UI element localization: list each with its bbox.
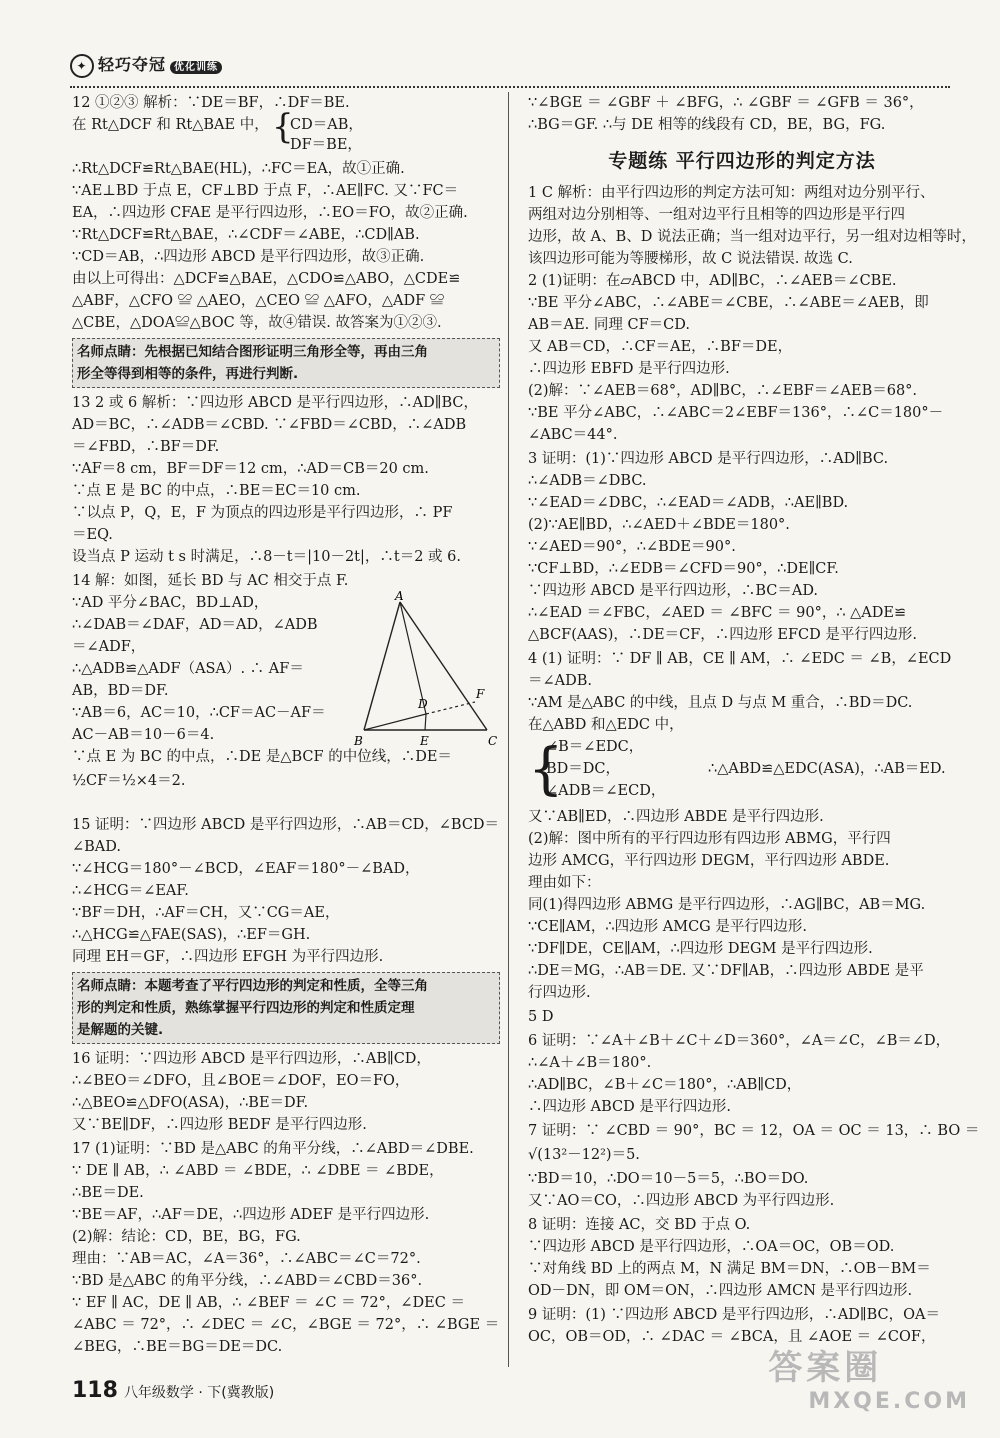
label-d: D bbox=[418, 697, 428, 711]
answer-line: ∵四边形 ABCD 是平行四边形，∴BC＝AD. bbox=[528, 583, 819, 599]
q16-line: ∴∠BEO＝∠DFO，且∠BOE＝∠DOF，EO＝FO， bbox=[72, 1073, 410, 1089]
label-c: C bbox=[488, 734, 498, 748]
brand-emblem-icon: ✦ bbox=[70, 54, 94, 78]
q15-line: 同理 EH＝GF，∴四边形 EFGH 为平行四边形. bbox=[72, 949, 384, 965]
answer-line: 在△ABD 和△EDC 中， bbox=[528, 717, 684, 733]
q14-line: ∵AD 平分∠BAC，BD⊥AD， bbox=[72, 595, 269, 611]
page-number: 118 bbox=[72, 1378, 118, 1403]
q4-system-line: BD＝DC， bbox=[546, 761, 621, 777]
answer-line: ∴∠A＋∠B＝180°. bbox=[528, 1055, 652, 1071]
answer-line: (2)∵AE∥BD，∴∠AED＋∠BDE＝180°. bbox=[528, 517, 790, 533]
answer-line: 两组对边分别相等、一组对边平行且相等的四边形是平行四 bbox=[528, 207, 905, 223]
q15-line: ∵∠HCG＝180°－∠BCD，∠EAF＝180°－∠BAD， bbox=[72, 861, 420, 877]
segment-bd bbox=[364, 714, 426, 730]
book-title: 八年级数学 · 下(冀教版) bbox=[123, 1385, 275, 1401]
q13-line: 设当点 P 运动 t s 时满足，∴8－t＝|10－2t|，∴t＝2 或 6. bbox=[72, 549, 461, 565]
q13-line: ∵点 E 是 BC 的中点，∴BE＝EC＝10 cm. bbox=[72, 483, 361, 499]
q17-line: ∵BE＝AF，∴AF＝DE，∴四边形 ADEF 是平行四边形. bbox=[72, 1207, 430, 1223]
answer-line: 2 (1)证明：在▱ABCD 中，AD∥BC，∴∠AEB＝∠CBE. bbox=[528, 273, 897, 289]
q12-line: ∵AE⊥BD 于点 E，CF⊥BD 于点 F，∴AE∥FC. 又∵FC＝ bbox=[72, 183, 459, 199]
answer-line: 又 AB＝CD，∴CF＝AE，∴BF＝DE， bbox=[528, 339, 793, 355]
answer-line: △BCF(AAS)，∴DE＝CF，∴四边形 EFCD 是平行四边形. bbox=[528, 627, 917, 643]
answer-line: ∠ABC＝44°. bbox=[528, 427, 618, 443]
q13-line: AD＝BC，∴∠ADB＝∠CBD. ∵∠FBD＝∠CBD，∴∠ADB bbox=[72, 417, 467, 433]
q12-line: ∴Rt△DCF≌Rt△BAE(HL)，∴FC＝EA，故①正确. bbox=[72, 161, 405, 177]
answer-line: √(13²－12²)＝5. bbox=[528, 1147, 640, 1163]
answer-line: ∴四边形 ABCD 是平行四边形. bbox=[528, 1099, 731, 1115]
q12-line: △ABF，△CFO ≌ △AEO，△CEO ≌ △AFO，△ADF ≌ bbox=[72, 293, 445, 309]
answer-line: OC，OB＝OD，∴ ∠DAC ＝ ∠BCA，且 ∠AOE ＝ ∠COF， bbox=[528, 1329, 936, 1345]
q17-line: ∠ABC ＝ 72°，∴ ∠DEC ＝ ∠C，∠BGE ＝ 72°，∴ ∠BGE ＝ bbox=[72, 1317, 500, 1333]
q17-line: 17 (1)证明：∵BD 是△ABC 的角平分线，∴∠ABD＝∠DBE. bbox=[72, 1141, 474, 1157]
answer-line: 6 证明：∵∠A＋∠B＋∠C＋∠D＝360°，∠A＝∠C，∠B＝∠D， bbox=[528, 1033, 951, 1049]
teacher-tip-box bbox=[72, 338, 500, 388]
q4-system-conclusion: ∴△ABD≌△EDC(ASA)，∴AB＝ED. bbox=[708, 761, 946, 777]
q14-line: ∵AB＝6，AC＝10，∴CF＝AC－AF＝ bbox=[72, 705, 326, 721]
q12-line: ∵CD＝AB，∴四边形 ABCD 是平行四边形，故③正确. bbox=[72, 249, 425, 265]
q14-line: ＝∠ADF， bbox=[72, 639, 146, 655]
answer-line: ∴四边形 EBFD 是平行四边形. bbox=[528, 361, 730, 377]
q17-line: 理由：∵AB＝AC，∠A＝36°，∴∠ABC＝∠C＝72°. bbox=[72, 1251, 421, 1267]
answer-line: ＝∠ADB. bbox=[528, 673, 593, 689]
brand-logo bbox=[70, 52, 222, 78]
answer-line: ∴DE＝MG，∴AB＝DE. 又∵DF∥AB，∴四边形 ABDE 是平 bbox=[528, 963, 924, 979]
answer-line: ∵AM 是△ABC 的中线，且点 D 与点 M 重合，∴BD＝DC. bbox=[528, 695, 913, 711]
q13-line: ∵以点 P，Q，E，F 为顶点的四边形是平行四边形，∴ PF bbox=[72, 505, 453, 521]
q12-line: 在 Rt△DCF 和 Rt△BAE 中， bbox=[72, 117, 269, 133]
answer-line: 3 证明：(1)∵四边形 ABCD 是平行四边形，∴AD∥BC. bbox=[528, 451, 889, 467]
q14-line: 14 解：如图，延长 BD 与 AC 相交于点 F. bbox=[72, 573, 349, 589]
answer-line: 又∵AB∥ED，∴四边形 ABDE 是平行四边形. bbox=[528, 809, 824, 825]
answer-line: 边形，故 A、B、D 说法正确；当一组对边平行，另一组对边相等时， bbox=[528, 229, 976, 245]
q16-line: ∴△BEO≌△DFO(ASA)，∴BE＝DF. bbox=[72, 1095, 309, 1111]
q15-line: ∴∠HCG＝∠EAF. bbox=[72, 883, 189, 899]
q12-line: ∵Rt△DCF≌Rt△BAE，∴∠CDF＝∠ABE，∴CD∥AB. bbox=[72, 227, 420, 243]
q12-line: 12 ①②③ 解析：∵DE＝BF，∴DF＝BE. bbox=[72, 95, 350, 111]
answer-line: 同(1)得四边形 ABMG 是平行四边形，∴AG∥BC，AB＝MG. bbox=[528, 897, 926, 913]
q12-line: EA，∴四边形 CFAE 是平行四边形，∴EO＝FO，故②正确. bbox=[72, 205, 468, 221]
section-title: 专题练 平行四边形的判定方法 bbox=[608, 150, 876, 172]
q13-line: ＝∠FBD，∴BF＝DF. bbox=[72, 439, 220, 455]
q17-continued-line: ∴BG＝GF. ∴与 DE 相等的线段有 CD，BE，BG，FG. bbox=[528, 117, 886, 133]
page-footer bbox=[72, 1378, 274, 1403]
column-divider bbox=[508, 92, 509, 1367]
answer-line: 又∵AO＝CO，∴四边形 ABCD 为平行四边形. bbox=[528, 1193, 835, 1209]
q12-line: △CBE，△DOA≌△BOC 等，故④错误. 故答案为①②③. bbox=[72, 315, 442, 331]
answer-line: 理由如下： bbox=[528, 875, 601, 891]
segment-ab bbox=[364, 602, 400, 730]
q17-line: ∵ EF ∥ AC，DE ∥ AB，∴ ∠BEF ＝ ∠C ＝ 72°，∠DEC ＝ bbox=[72, 1295, 465, 1311]
q14-line: ∴∠DAB＝∠DAF，AD＝AD，∠ADB bbox=[72, 617, 318, 633]
answer-line: 5 D bbox=[528, 1009, 554, 1025]
q13-line: ＝EQ. bbox=[72, 527, 113, 543]
label-f: F bbox=[476, 687, 485, 701]
q15-line: 15 证明：∵四边形 ABCD 是平行四边形，∴AB＝CD，∠BCD＝ bbox=[72, 817, 500, 833]
answer-line: 7 证明：∵ ∠CBD ＝ 90°，BC ＝ 12，OA ＝ OC ＝ 13，∴ BO ＝ bbox=[528, 1123, 980, 1139]
q13-line: ∵AF＝8 cm，BF＝DF＝12 cm，∴AD＝CB＝20 cm. bbox=[72, 461, 429, 477]
q14-line: ½CF＝½×4＝2. bbox=[72, 773, 186, 789]
watermark-url: MXQE.COM bbox=[808, 1389, 970, 1414]
tip-line: 形的判定和性质，熟练掌握平行四边形的判定和性质定理 bbox=[77, 1000, 415, 1016]
answer-line: (2)解：∵∠AEB＝68°，AD∥BC，∴∠EBF＝∠AEB＝68°. bbox=[528, 383, 918, 399]
q13-line: 13 2 或 6 解析：∵四边形 ABCD 是平行四边形，∴AD∥BC， bbox=[72, 395, 478, 411]
answer-line: AB＝AE. 同理 CF＝CD. bbox=[528, 317, 690, 333]
q17-line: ∵ DE ∥ AB，∴ ∠ABD ＝ ∠BDE，∴ ∠DBE ＝ ∠BDE， bbox=[72, 1163, 444, 1179]
label-e: E bbox=[420, 734, 429, 748]
q16-line: 16 证明：∵四边形 ABCD 是平行四边形，∴AB∥CD， bbox=[72, 1051, 431, 1067]
answer-line: ∵CE∥AM，∴四边形 AMCG 是平行四边形. bbox=[528, 919, 807, 935]
q15-line: ∠BAD. bbox=[72, 839, 121, 855]
tip-line: 形全等得到相等的条件，再进行判断. bbox=[77, 366, 299, 382]
q14-line: AC－AB＝10－6＝4. bbox=[72, 727, 215, 743]
label-a: A bbox=[395, 590, 404, 603]
q17-line: ∠BEG，∴BE＝BG＝DE＝DC. bbox=[72, 1339, 283, 1355]
brand-subtitle: 优化训练 bbox=[170, 61, 222, 74]
tip-line: 名师点睛：先根据已知结合图形证明三角形全等，再由三角 bbox=[77, 344, 428, 360]
brand-name: 轻巧夺冠 bbox=[98, 55, 167, 74]
label-b: B bbox=[354, 734, 363, 748]
page-header bbox=[70, 52, 950, 78]
answer-line: 8 证明：连接 AC，交 BD 于点 O. bbox=[528, 1217, 751, 1233]
answer-line: ∵对角线 BD 上的两点 M，N 满足 BM＝DN，∴OB－BM＝ bbox=[528, 1261, 931, 1277]
answer-line: ∵BD＝10，∴DO＝10－5＝5，∴BO＝DO. bbox=[528, 1171, 809, 1187]
answer-line: ∴AD∥BC，∠B＋∠C＝180°，∴AB∥CD， bbox=[528, 1077, 802, 1093]
q14-line: ∵点 E 为 BC 的中点，∴DE 是△BCF 的中位线，∴DE＝ bbox=[72, 749, 452, 765]
tip-line: 是解题的关键. bbox=[77, 1022, 164, 1038]
answer-line: ∵四边形 ABCD 是平行四边形，∴OA＝OC，OB＝OD. bbox=[528, 1239, 895, 1255]
q15-line: ∴△HCG≌△FAE(SAS)，∴EF＝GH. bbox=[72, 927, 311, 943]
segment-df-dashed bbox=[426, 702, 475, 714]
q17-line: (2)解：结论：CD，BE，BG，FG. bbox=[72, 1229, 301, 1245]
answer-line: 4 (1) 证明：∵ DF ∥ AB，CE ∥ AM，∴ ∠EDC ＝ ∠B，∠ECD bbox=[528, 651, 952, 667]
answer-line: ∴∠ADB＝∠DBC. bbox=[528, 473, 647, 489]
answer-line: ∵CF⊥BD，∴∠EDB＝∠CFD＝90°，∴DE∥CF. bbox=[528, 561, 839, 577]
q4-system-line: ∠ADB＝∠ECD， bbox=[546, 783, 666, 799]
q17-continued-line: ∵∠BGE ＝ ∠GBF ＋ ∠BFG，∴ ∠GBF ＝ ∠GFB ＝ 36°， bbox=[528, 95, 924, 111]
answer-line: ∵∠AED＝90°，∴∠BDE＝90°. bbox=[528, 539, 736, 555]
answer-line: OD－DN，即 OM＝ON，∴四边形 AMCN 是平行四边形. bbox=[528, 1283, 913, 1299]
q12-line: 由以上可得出：△DCF≌△BAE，△CDO≌△ABO，△CDE≌ bbox=[72, 271, 461, 287]
answer-line: ∵BE 平分∠ABC，∴∠ABC＝2∠EBF＝136°，∴∠C＝180°－ bbox=[528, 405, 944, 421]
q12-system-line: DF＝BE， bbox=[290, 137, 362, 153]
q4-system-line: ∠B＝∠EDC， bbox=[546, 739, 644, 755]
q12-system-line: CD＝AB， bbox=[290, 117, 363, 133]
triangle-figure bbox=[352, 590, 502, 750]
watermark-text: 答案圈 bbox=[768, 1348, 883, 1388]
answer-line: ∵DF∥DE，CE∥AM，∴四边形 DEGM 是平行四边形. bbox=[528, 941, 873, 957]
answer-line: 9 证明：(1) ∵四边形 ABCD 是平行四边形，∴AD∥BC，OA＝ bbox=[528, 1307, 940, 1323]
q15-line: ∵BF＝DH，∴AF＝CH，又∵CG＝AE， bbox=[72, 905, 340, 921]
answer-line: 1 C 解析：由平行四边形的判定方法可知：两组对边分别平行、 bbox=[528, 185, 935, 201]
answer-line: ∵∠EAD＝∠DBC，∴∠EAD＝∠ADB，∴AE∥BD. bbox=[528, 495, 849, 511]
q17-line: ∵BD 是△ABC 的角平分线，∴∠ABD＝∠CBD＝36°. bbox=[72, 1273, 423, 1289]
q14-line: AB，BD＝DF. bbox=[72, 683, 169, 699]
segment-ac bbox=[400, 602, 487, 730]
watermark bbox=[768, 1340, 970, 1414]
tip-line: 名师点睛：本题考查了平行四边形的判定和性质，全等三角 bbox=[77, 978, 428, 994]
teacher-tip-box bbox=[72, 972, 500, 1044]
segment-de bbox=[425, 714, 426, 730]
q14-line: ∴△ADB≌△ADF（ASA）. ∴ AF＝ bbox=[72, 661, 304, 677]
answer-line: 该四边形可能为等腰梯形，故 C 说法错误. 故选 C. bbox=[528, 251, 853, 267]
answer-line: ∴∠EAD ＝∠FBC，∠AED ＝ ∠BFC ＝ 90°，∴ △ADE≌ bbox=[528, 605, 907, 621]
brace-icon: { bbox=[272, 107, 294, 147]
q16-line: 又∵BE∥DF，∴四边形 BEDF 是平行四边形. bbox=[72, 1117, 367, 1133]
q17-line: ∴BE＝DE. bbox=[72, 1185, 144, 1201]
answer-line: (2)解：图中所有的平行四边形有四边形 ABMG，平行四 bbox=[528, 831, 891, 847]
brace-icon: { bbox=[528, 737, 564, 802]
header-divider bbox=[70, 86, 950, 88]
answer-line: ∵BE 平分∠ABC，∴∠ABE＝∠CBE，∴∠ABE＝∠AEB，即 bbox=[528, 295, 929, 311]
answer-line: 行四边形. bbox=[528, 985, 591, 1001]
answer-line: 边形 AMCG，平行四边形 DEGM，平行四边形 ABDE. bbox=[528, 853, 890, 869]
